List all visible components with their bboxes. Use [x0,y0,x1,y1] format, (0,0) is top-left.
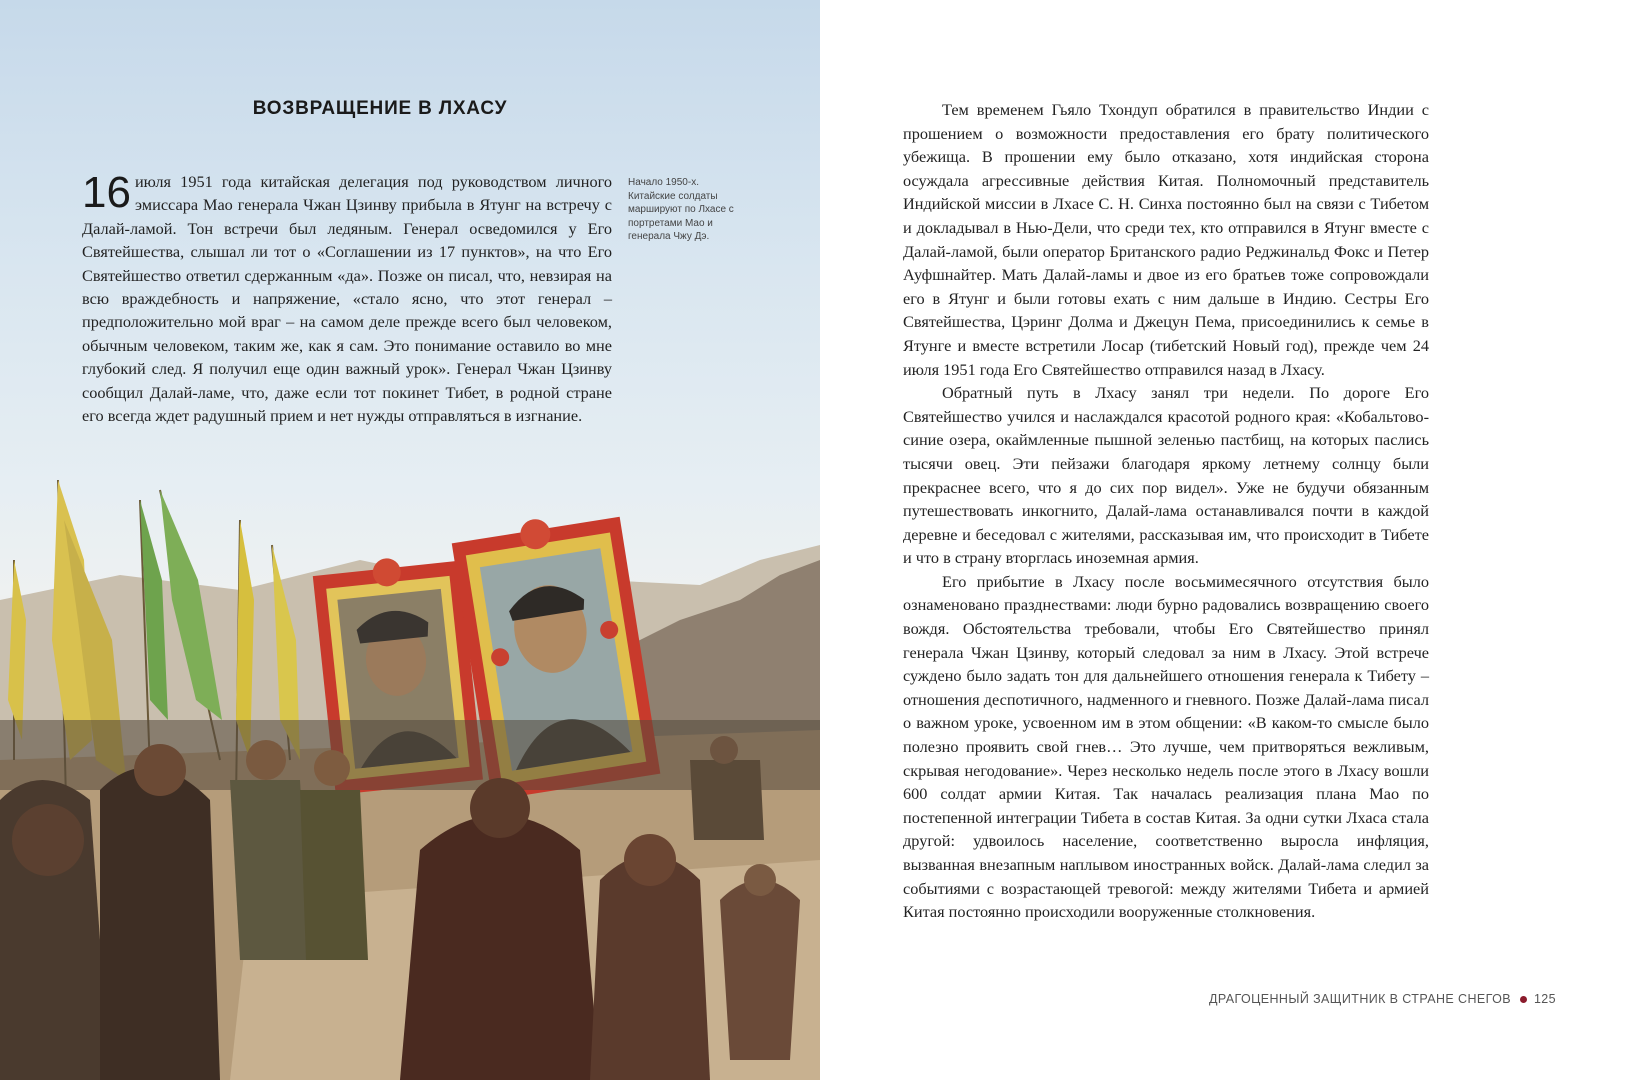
page-footer [820,992,1556,1006]
bullet-icon [1520,996,1527,1003]
drop-cap: 16 [82,168,131,217]
photo-caption: Начало 1950-х. Китайские солдаты маршируют по Лхасе с портретами Мао и генерала Чжу Дэ. [628,177,734,242]
intro-text: июля 1951 года китайская делегация под руководством личного эмиссара Мао генерала Чжан Цзинву прибыла в Ятунг на встречу с Далай-ламой. Тон встречи был ледяным. Генерал осведомился у Его Святейшества, слышал ли тот о «Соглашении из 17 пунктов», на что Его Святейшество ответил сдержанным «да». Позже он писал, что, невзирая на всю враждебность и напряжение, «стало ясно, что этот генерал – предположительно мой враг – на самом деле прежде всего был человеком, обычным человеком, таким же, как я сам. Это понимание оставило во мне глубокий след. Я получил еще один важный урок». Генерал Чжан Цзинву сообщил Далай-ламе, что, даже если тот покинет Тибет, в родной стране его всегда ждет радушный прием и нет нужды отправляться в изгнание. [82,172,612,426]
body-text [903,98,1429,924]
section-title: ВОЗВРАЩЕНИЕ В ЛХАСУ [252,98,508,119]
paragraph: Тем временем Гьяло Тхондуп обратился в правительство Индии с прошением о возможности предоставления его брату политического убежища. В прошении ему было отказано, хотя индийская сторона осуждала агрессивные действия Китая. Полномочный представитель Индийской миссии в Лхасе С. Н. Синха постоянно был на связи с Тибетом и докладывал в Нью-Дели, что среди тех, кто отправился в Ятунг вместе с Далай-ламой, были оператор Британского радио Реджинальд Фокс и Петер Ауфшнайтер. Мать Далай-ламы и двое из его братьев тоже сопровождали его в Ятунг и были готовы ехать с ним дальше в Индию. Сестры Его Святейшества, Цэринг Долма и Джецун Пема, присоединились к семье в Ятунге и вместе встретили Лосар (тибетский Новый год), прежде чем 24 июля 1951 года Его Святейшество отправился назад в Лхасу. [903,100,1429,379]
running-title: ДРАГОЦЕННЫЙ ЗАЩИТНИК В СТРАНЕ СНЕГОВ [1209,992,1511,1006]
page-number: 125 [1533,992,1556,1006]
right-page [820,0,1637,1080]
paragraph: Обратный путь в Лхасу занял три недели. По дороге Его Святейшество учился и наслаждался красотой родного края: «Кобальтово-синие озера, окаймленные пышной зеленью пастбищ, на которых паслись тысячи овец. Эти пейзажи благодаря яркому летнему солнцу были прекраснее всего, что я до сих пор видел». Уже не будучи обязанным путешествовать инкогнито, Далай-лама останавливался почти в каждой деревне и беседовал с жителями, рассказывая им, что происходит в Тибете и что в страну вторглась иноземная армия. [903,383,1429,568]
intro-paragraph [82,170,612,427]
paragraph: Его прибытие в Лхасу после восьмимесячного отсутствия было ознаменовано празднествами: люди бурно радовались возвращению своего вождя. Обстоятельства требовали, чтобы Его Святейшество принял генерала Чжан Цзинву, который следовал за ним в Лхасу. Этой встрече суждено было задать тон для дальнейшего отношения генерала к Тибету – отношения деспотичного, надменного и гневного. Позже Далай-лама писал о важном уроке, усвоенном им в этом общении: «В каком-то смысле было полезно проявить свой гнев… Это лучше, чем притворяться вежливым, скрывая негодование». Через несколько недель после этого в Лхасу вошли 600 солдат армии Китая. Так началась реализация плана Мао по постепенной интеграции Тибета в состав Китая. За одни сутки Лхаса стала другой: удвоилось население, соответственно выросла инфляция, вызванная внезапным наплывом иностранных войск. Далай-лама следил за событиями с возрастающей тревогой: между жителями Тибета и армией Китая постоянно происходили вооруженные столкновения. [903,571,1429,922]
